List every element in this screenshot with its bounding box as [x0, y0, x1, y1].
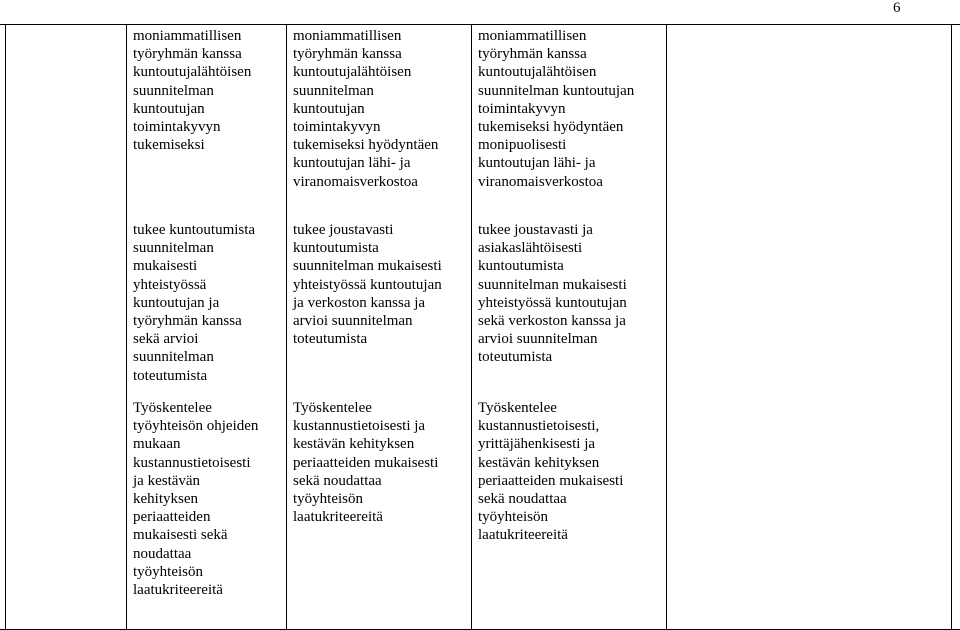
table-cell: moniammatillisen työryhmän kanssa kuntoutujalähtöisen suunnitelman kuntoutujan toimintakyvyn tukemiseksi hyödyntäen monipuolisesti kuntoutujan lähi- ja viranomaisverkostoa	[478, 28, 635, 190]
table-cell: tukee joustavasti kuntoutumista suunnitelman mukaisesti yhteistyössä kuntoutujan ja verkoston kanssa ja arvioi suunnitelman toteutumista	[293, 222, 442, 348]
table-cell: Työskentelee kustannustietoisesti ja kestävän kehityksen periaatteiden mukaisesti sekä noudattaa työyhteisön laatukriteereitä	[293, 400, 439, 526]
table-cell: Työskentelee kustannustietoisesti, yrittäjähenkisesti ja kestävän kehityksen periaatteiden mukaisesti sekä noudattaa työyhteisön laatukriteereitä	[478, 400, 624, 544]
table-border-top	[0, 24, 960, 25]
column-divider	[471, 24, 472, 630]
table-cell: moniammatillisen työryhmän kanssa kuntoutujalähtöisen suunnitelman kuntoutujan toimintakyvyn tukemiseksi	[133, 28, 252, 154]
table-cell: tukee joustavasti ja asiakaslähtöisesti kuntoutumista suunnitelman mukaisesti yhteistyössä kuntoutujan sekä verkoston kanssa ja arvioi suunnitelman toteutumista	[478, 222, 627, 366]
column-divider	[126, 24, 127, 630]
table-border-left	[5, 24, 6, 630]
page-number: 6	[893, 0, 901, 16]
table-cell: moniammatillisen työryhmän kanssa kuntoutujalähtöisen suunnitelman kuntoutujan toimintakyvyn tukemiseksi hyödyntäen kuntoutujan lähi- ja viranomaisverkostoa	[293, 28, 439, 190]
table-cell: Työskentelee työyhteisön ohjeiden mukaan kustannustietoisesti ja kestävän kehityksen periaatteiden mukaisesti sekä noudattaa työyhteisön laatukriteereitä	[133, 400, 259, 599]
column-divider	[286, 24, 287, 630]
column-divider	[666, 24, 667, 630]
table-cell: tukee kuntoutumista suunnitelman mukaisesti yhteistyössä kuntoutujan ja työryhmän kanssa sekä arvioi suunnitelman toteutumista	[133, 222, 256, 384]
column-divider	[951, 24, 952, 630]
